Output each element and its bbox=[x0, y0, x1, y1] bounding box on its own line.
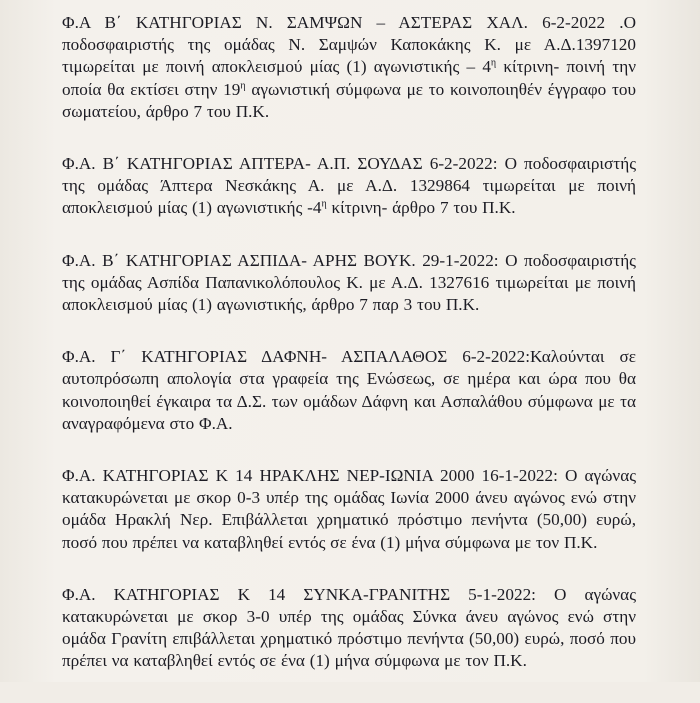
paragraph-text: αγωνιστική σύμφωνα με το κοινοποιηθέν έγγραφο του σωματείου, άρθρο 7 του Π.Κ. bbox=[62, 79, 636, 121]
ordinal-superscript: η bbox=[321, 198, 327, 210]
decision-paragraph-synka-granitis bbox=[62, 584, 636, 673]
decision-paragraph-iraklis-ionia bbox=[62, 465, 636, 554]
decision-text-body bbox=[62, 12, 636, 703]
paragraph-text: Φ.Α Β΄ ΚΑΤΗΓΟΡΙΑΣ Ν. ΣΑΜΨΩΝ – ΑΣΤΕΡΑΣ ΧΑΛ. 6-2-2022 .Ο ποδοσφαιριστής της ομάδας Ν. Σαμψών Καποκάκης Κ. με Α.Δ.1397120 τιμωρείται με ποινή αποκλεισμού μίας (1) αγωνιστικής – 4 bbox=[62, 13, 636, 77]
paragraph-text: κίτρινη- ποινή την οποία θα εκτίσει στην 19 bbox=[62, 57, 636, 99]
decision-paragraph-samps-asteras bbox=[62, 12, 636, 123]
paragraph-text: Φ.Α. Γ΄ ΚΑΤΗΓΟΡΙΑΣ ΔΑΦΝΗ- ΑΣΠΑΛΑΘΟΣ 6-2-2022:Καλούνται σε αυτοπρόσωπη απολογία στα γραφεία της Ενώσεως, σε ημέρα και ώρα που θα κοινοποιηθεί έγκαιρα τα Δ.Σ. των ομάδων Δάφνη και Ασπαλάθου σύμφωνα με τα αναγραφόμενα στο Φ.Α. bbox=[62, 347, 636, 433]
decision-paragraph-aptera-soudas bbox=[62, 153, 636, 220]
paragraph-text: Φ.Α. ΚΑΤΗΓΟΡΙΑΣ Κ 14 ΗΡΑΚΛΗΣ ΝΕΡ-ΙΩΝΙΑ 2000 16-1-2022: Ο αγώνας κατακυρώνεται με σκορ 0-3 υπέρ της ομάδας Ιωνία 2000 άνευ αγώνος ενώ στην ομάδα Ηρακλή Νερ. Επιβάλλεται χρηματικό πρόστιμο πενήντα (50,00) ευρώ, ποσό που πρέπει να καταβληθεί εντός σε ένα (1) μήνα σύμφωνα με τον Π.Κ. bbox=[62, 466, 636, 552]
decision-paragraph-dafni-aspalathos bbox=[62, 346, 636, 435]
ordinal-superscript: η bbox=[240, 79, 246, 91]
paragraph-text: Φ.Α. Β΄ ΚΑΤΗΓΟΡΙΑΣ ΑΠΤΕΡΑ- Α.Π. ΣΟΥΔΑΣ 6-2-2022: Ο ποδοσφαιριστής της ομάδας Άπτερα Νεσκάκης Α. με Α.Δ. 1329864 τιμωρείται με ποινή αποκλεισμού μίας (1) αγωνιστικής -4 bbox=[62, 154, 636, 218]
paragraph-text: Φ.Α. Β΄ ΚΑΤΗΓΟΡΙΑΣ ΑΣΠΙΔΑ- ΑΡΗΣ ΒΟΥΚ. 29-1-2022: Ο ποδοσφαιριστής της ομάδας Ασπίδα Παπανικολόπουλος Κ. με Α.Δ. 1327616 τιμωρείται με ποινή αποκλεισμού μίας (1) αγωνιστικής, άρθρο 7 παρ 3 του Π.Κ. bbox=[62, 250, 636, 315]
paragraph-text: Φ.Α. ΚΑΤΗΓΟΡΙΑΣ Κ 14 ΣΥΝΚΑ-ΓΡΑΝΙΤΗΣ 5-1-2022: Ο αγώνας κατακυρώνεται με σκορ 3-0 υπέρ της ομάδας Σύνκα άνευ αγώνος ενώ στην ομάδα Γρανίτη επιβάλλεται χρηματικό πρόστιμο πενήντα (50,00) ευρώ, ποσό που πρέπει να καταβληθεί εντός σε ένα (1) μήνα σύμφωνα με τον Π.Κ. bbox=[62, 584, 636, 671]
ordinal-superscript: η bbox=[490, 57, 497, 69]
decision-paragraph-aspida-aris bbox=[62, 250, 636, 317]
paragraph-text: κίτρινη- άρθρο 7 του Π.Κ. bbox=[326, 198, 516, 218]
